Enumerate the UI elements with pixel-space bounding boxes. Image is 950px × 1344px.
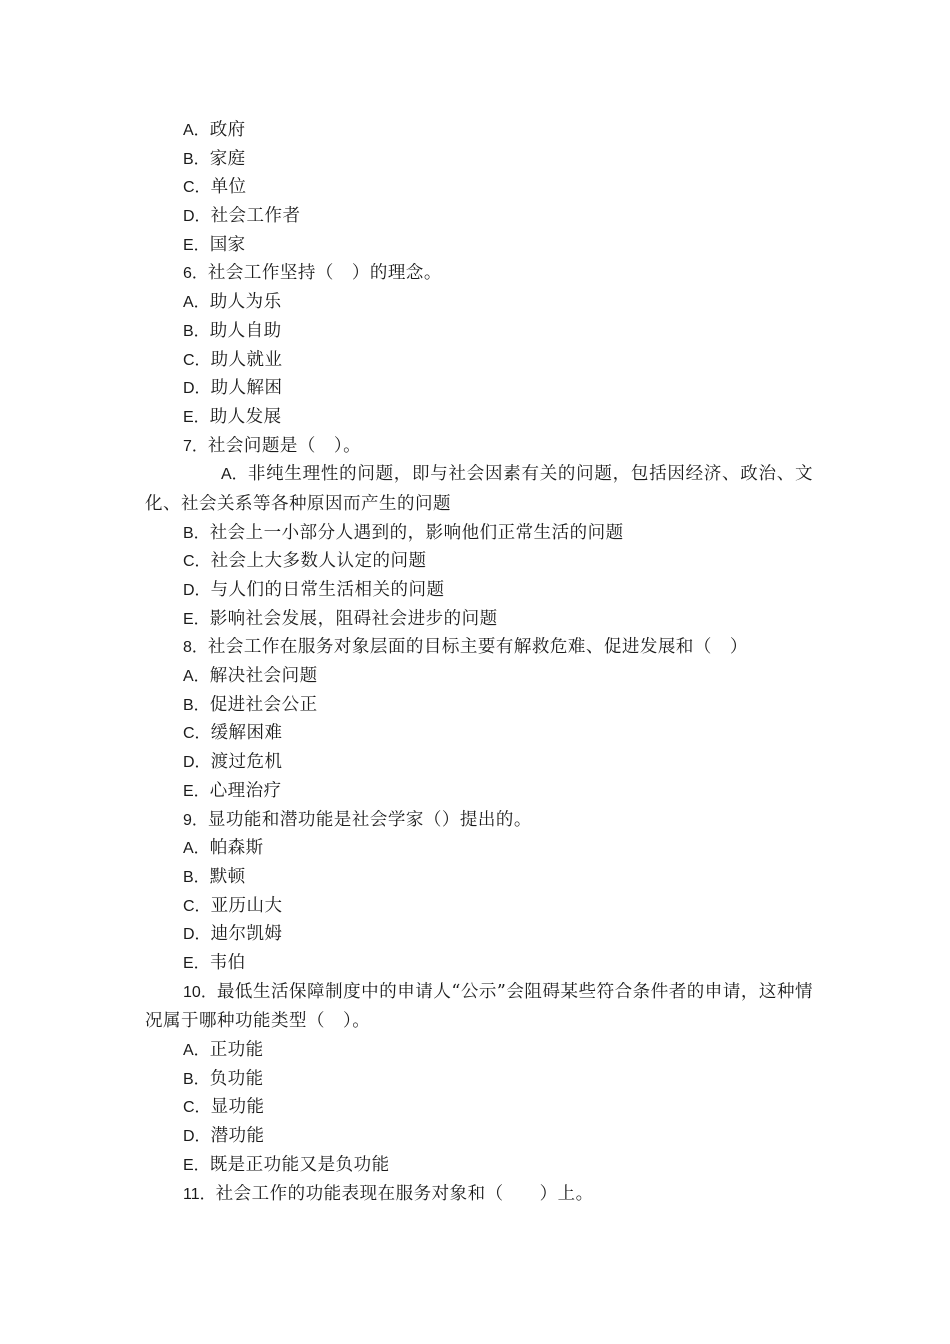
option-letter: A． [221,466,248,484]
option-text: 社会上大多数人认定的问题 [210,551,427,572]
question-text: 显功能和潜功能是社会学家（）提出的。 [207,809,532,830]
option-letter: E． [183,610,210,628]
option-text: 缓解困难 [210,723,283,744]
option-text: 非纯生理性的问题，即与社会因素有关的问题，包括因经济、政治、文化、社会关系等各种原因而产生的问题 [145,464,813,514]
answer-option [145,173,813,202]
question-stem [145,633,813,662]
answer-option [145,1151,813,1180]
answer-option [145,662,813,691]
answer-option [145,719,813,748]
question-text: 最低生活保障制度中的申请人“公示”会阻碍某些符合条件者的申请，这种情况属于哪种功能类型（ ）。 [145,981,813,1032]
answer-option [145,460,813,518]
option-letter: A． [183,840,210,858]
answer-option [145,1065,813,1094]
answer-option [145,863,813,892]
question-stem [145,259,813,288]
option-letter: B． [183,1070,210,1088]
option-text: 助人就业 [210,349,283,370]
question-number: 11． [183,1185,216,1203]
option-letter: C． [183,351,211,369]
option-text: 助人发展 [209,406,282,427]
question-number: 9． [183,811,208,829]
option-letter: A． [183,668,210,686]
answer-option [145,346,813,375]
option-text: 渡过危机 [210,752,283,773]
option-text: 家庭 [209,148,246,169]
option-letter: C． [183,179,211,197]
question-list [145,116,813,1208]
answer-option [145,748,813,777]
option-letter: A． [183,294,210,312]
question-text: 社会问题是（ ）。 [207,435,362,456]
question-stem [145,978,813,1036]
option-letter: B． [183,150,210,168]
option-letter: A． [183,1042,210,1060]
option-text: 潜功能 [210,1126,265,1147]
question-stem [145,432,813,461]
question-number: 6． [183,265,208,283]
answer-option [145,202,813,231]
option-text: 助人自助 [209,320,282,341]
option-text: 解决社会问题 [209,666,318,687]
option-text: 促进社会公正 [209,694,318,715]
answer-option [145,777,813,806]
option-letter: C． [183,1099,211,1117]
option-letter: E． [183,408,210,426]
answer-option [145,145,813,174]
answer-option [145,691,813,720]
question-number: 7． [183,437,208,455]
option-text: 助人为乐 [209,292,282,313]
option-text: 韦伯 [209,952,246,973]
option-letter: E． [183,954,210,972]
option-letter: D． [183,582,211,600]
answer-option [145,374,813,403]
question-text: 社会工作坚持（ ）的理念。 [207,263,442,284]
answer-option [145,576,813,605]
option-text: 负功能 [209,1068,264,1089]
answer-option [145,288,813,317]
option-letter: B． [183,322,210,340]
option-text: 与人们的日常生活相关的问题 [210,580,445,601]
option-text: 心理治疗 [209,780,282,801]
option-letter: C． [183,897,211,915]
question-number: 10． [183,983,217,1001]
answer-option [145,547,813,576]
option-letter: A． [183,122,210,139]
option-text: 政府 [209,120,246,140]
option-text: 正功能 [209,1040,264,1061]
answer-option [145,519,813,548]
answer-option [145,605,813,634]
answer-option [145,949,813,978]
answer-option [145,892,813,921]
option-letter: D． [183,380,211,398]
question-stem [145,806,813,835]
option-letter: E． [183,782,210,800]
answer-option [145,403,813,432]
option-text: 帕森斯 [209,838,264,859]
answer-option [145,1093,813,1122]
option-text: 既是正功能又是负功能 [209,1154,390,1175]
option-letter: D． [183,754,211,772]
option-letter: E． [183,1156,210,1174]
option-text: 显功能 [210,1097,265,1118]
option-letter: B． [183,696,210,714]
option-letter: D． [183,926,211,944]
answer-option [145,231,813,260]
answer-option [145,116,813,145]
option-text: 亚历山大 [210,895,283,916]
option-letter: B． [183,868,210,886]
question-text: 社会工作的功能表现在服务对象和（ ）上。 [215,1183,594,1204]
option-letter: C． [183,725,211,743]
answer-option [145,1122,813,1151]
answer-option [145,1036,813,1065]
option-letter: E． [183,236,210,254]
question-number: 8． [183,639,208,657]
option-letter: D． [183,208,211,226]
answer-option [145,834,813,863]
option-letter: D． [183,1128,211,1146]
option-letter: C． [183,553,211,571]
answer-option [145,317,813,346]
option-text: 单位 [210,177,247,198]
question-text: 社会工作在服务对象层面的目标主要有解救危难、促进发展和（ ） [207,637,748,658]
option-text: 迪尔凯姆 [210,924,283,945]
option-text: 社会工作者 [210,206,301,227]
option-text: 助人解困 [210,378,283,399]
answer-option [145,920,813,949]
option-letter: B． [183,524,210,542]
option-text: 默顿 [209,866,246,887]
option-text: 影响社会发展，阻碍社会进步的问题 [209,608,498,629]
option-text: 国家 [209,234,246,255]
option-text: 社会上一小部分人遇到的，影响他们正常生活的问题 [209,522,624,543]
question-stem [145,1180,813,1209]
